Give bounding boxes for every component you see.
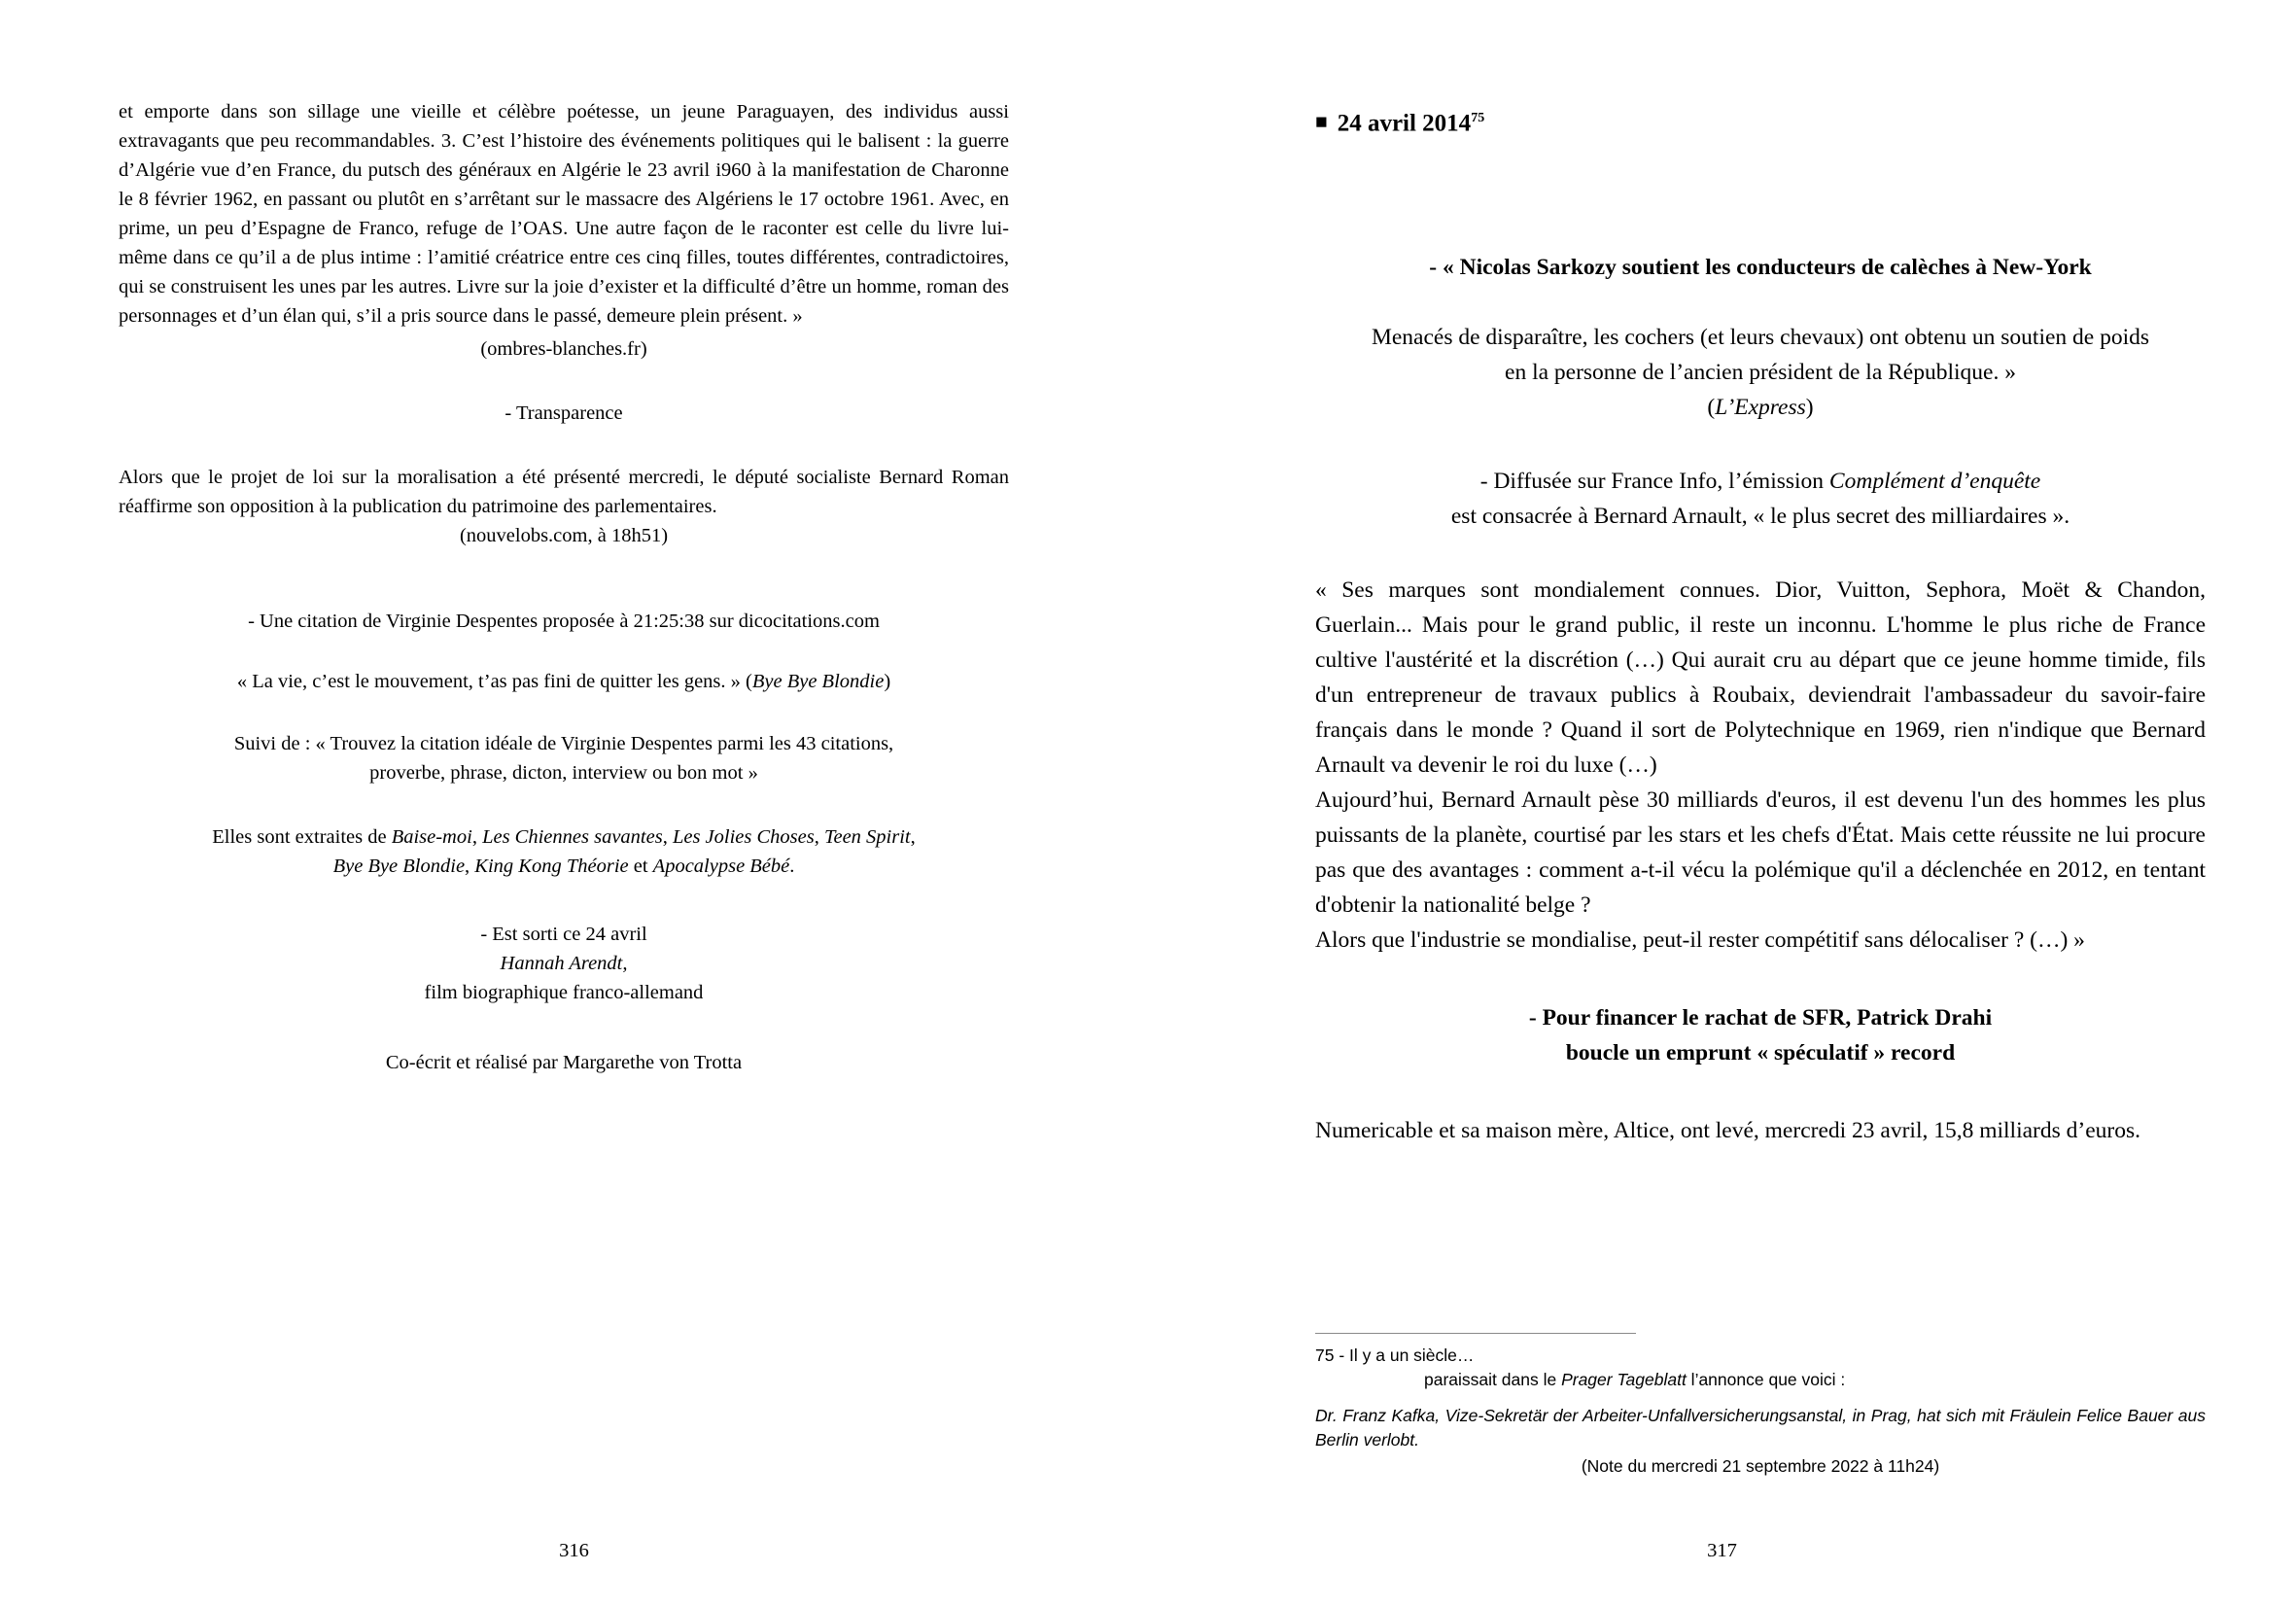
citation-followup-line-2: proverbe, phrase, dicton, interview ou bon mot » [369, 762, 758, 784]
menaces-line-2: en la personne de l’ancien président de la République. » [1505, 360, 2016, 386]
text-segment: - Diffusée sur France Info, l’émission [1479, 469, 1829, 495]
date-heading [1315, 101, 2206, 141]
source-attribution-nouvelobs: (nouvelobs.com, à 18h51) [459, 525, 669, 546]
director-credit: Co-écrit et réalisé par Margarethe von Trotta [385, 1052, 743, 1073]
release-line-3: film biographique franco-allemand [424, 982, 704, 1003]
text-segment: Complément d’enquête [1828, 469, 2041, 495]
release-line-1: - Est sorti ce 24 avril [480, 924, 647, 945]
section-marker-icon: ■ [1315, 110, 1328, 134]
text-segment: l’annonce que voici : [1686, 1370, 1846, 1389]
text-segment: Elles sont extraites de [212, 826, 392, 848]
text-segment: Bye Bye Blondie [332, 856, 466, 877]
arnault-paragraph-3: Alors que l'industrie se mondialise, peut-il rester compétitif sans délocaliser ? (…) » [1315, 927, 2085, 954]
citation-quote [119, 667, 1009, 696]
extraits-line-1 [119, 822, 1009, 852]
text-segment: Les Jolies Choses [672, 826, 815, 848]
text-segment: ( [1707, 395, 1716, 421]
menaces-line-1: Menacés de disparaître, les cochers (et leurs chevaux) ont obtenu un soutien de poids [1371, 325, 2150, 351]
text-segment: . [789, 856, 795, 877]
citation-intro: - Une citation de Virginie Despentes proposée à 21:25:38 sur dicocitations.com [248, 611, 880, 632]
text-segment: Apocalypse Bébé [652, 856, 790, 877]
text-segment: Prager Tageblatt [1561, 1370, 1687, 1389]
footnote-line-1: 75 - Il y a un siècle… [1315, 1345, 1475, 1365]
diffusee-line-2: est consacrée à Bernard Arnault, « le plus secret des milliardaires ». [1450, 504, 2070, 530]
text-segment: L’Express [1715, 395, 1806, 421]
section-heading-transparence: - Transparence [504, 402, 623, 424]
text-segment: et [628, 856, 653, 877]
source-attribution-lexpress [1315, 390, 2206, 425]
body-paragraph-moralisation: Alors que le projet de loi sur la moralisation a été présenté mercredi, le député socialiste Bernard Roman réaffirme son opposition à la publication du patrimoine des parlementaires. [119, 467, 1009, 517]
release-film-title: Hannah Arendt, [500, 953, 628, 974]
text-segment: , [662, 826, 673, 848]
footnote-reference: 75 [1471, 111, 1485, 125]
page-left-content [119, 97, 1009, 1077]
drahi-heading-line-1: - Pour financer le rachat de SFR, Patrick Drahi [1528, 1005, 1993, 1031]
page-right [1148, 0, 2296, 1607]
arnault-paragraph-2: Aujourd’hui, Bernard Arnault pèse 30 milliards d'euros, il est devenu l'un des hommes les plus puissants de la planète, courtisé par les stars et les chefs d'État. Mais cette réussite ne lui procure pas que des avantages : comment a-t-il vécu la polémique qu'il a déclenchée en 2012, en tentant d'obtenir la nationalité belge ? [1315, 787, 2206, 919]
footnote-kafka-announcement: Dr. Franz Kafka, Vize-Sekretär der Arbeiter-Unfallversicherungsanstal, in Prag, hat sich mit Fräulein Felice Bauer aus Berlin verlobt. [1315, 1406, 2206, 1450]
extraits-line-2 [119, 852, 1009, 881]
text-segment: « La vie, c’est le mouvement, t’as pas fini de quitter les gens. » ( [236, 671, 752, 692]
text-segment: ) [1805, 395, 1814, 421]
drahi-heading-line-2: boucle un emprunt « spéculatif » record [1565, 1040, 1956, 1066]
numericable-paragraph: Numericable et sa maison mère, Altice, ont levé, mercredi 23 avril, 15,8 milliards d’euros. [1315, 1118, 2140, 1144]
text-segment: Bye Bye Blondie [751, 671, 885, 692]
citation-followup-line-1: Suivi de : « Trouvez la citation idéale de Virginie Despentes parmi les 43 citations, [233, 733, 894, 754]
text-segment: Teen Spirit [823, 826, 911, 848]
text-segment: Baise-moi [391, 826, 472, 848]
text-segment: ) [884, 671, 891, 692]
diffusee-line-1 [1315, 464, 2206, 499]
footnote [1315, 1333, 2206, 1479]
sarkozy-heading: - « Nicolas Sarkozy soutient les conducteurs de calèches à New-York [1429, 255, 2092, 281]
text-segment: Les Chiennes savantes [482, 826, 663, 848]
page-number-left: 316 [559, 1540, 589, 1561]
body-paragraph-events: et emporte dans son sillage une vieille et célèbre poétesse, un jeune Paraguayen, des individus aussi extravagants que peu recommandables. 3. C’est l’histoire des événements politiques qui le balisent : la guerre d’Algérie vue d’en France, du putsch des généraux en Algérie le 23 avril i960 à la manifestation de Charonne le 8 février 1962, en passant ou plutôt en s’arrêtant sur le massacre des Algériens le 17 octobre 1961. Avec, en prime, un peu d’Espagne de Franco, refuge de l’OAS. Une autre façon de le raconter est celle du livre lui-même dans ce qu’il a de plus intime : l’amitié créatrice entre ces cinq filles, toutes différentes, contradictoires, qui se construisent les unes par les autres. Livre sur la joie d’exister et la difficulté d’être un homme, roman des personnages et d’un élan qui, s’il a pris source dans le passé, demeure plein présent. » [119, 101, 1009, 327]
arnault-paragraph-1: « Ses marques sont mondialement connues. Dior, Vuitton, Sephora, Moët & Chandon, Guerlain... Mais pour le grand public, il reste un inconnu. L'homme le plus riche de France cultive l'austérité et la discrétion (…) Qui aurait cru au départ que ce jeune homme timide, fils d'un entrepreneur de travaux publics à Roubaix, deviendrait l'ambassadeur du savoir-faire français dans le monde ? Quand il sort de Polytechnique en 1969, rien n'indique que Bernard Arnault va devenir le roi du luxe (…) [1315, 577, 2206, 779]
footnote-note-date: (Note du mercredi 21 septembre 2022 à 11h24) [1581, 1456, 1940, 1476]
text-segment: paraissait dans le [1424, 1370, 1562, 1389]
footnote-rule [1315, 1333, 1636, 1334]
page-number-right: 317 [1707, 1540, 1737, 1561]
text-segment: King Kong Théorie [474, 856, 629, 877]
text-segment: , [465, 856, 475, 877]
footnote-line-2 [1315, 1368, 2206, 1392]
text-segment: , [814, 826, 824, 848]
text-segment: , [471, 826, 483, 848]
source-attribution-ombres: (ombres-blanches.fr) [480, 338, 647, 360]
date-heading-text: 24 avril 2014 [1337, 110, 1472, 137]
text-segment: , [910, 826, 916, 848]
page-right-content [1315, 101, 2206, 1148]
